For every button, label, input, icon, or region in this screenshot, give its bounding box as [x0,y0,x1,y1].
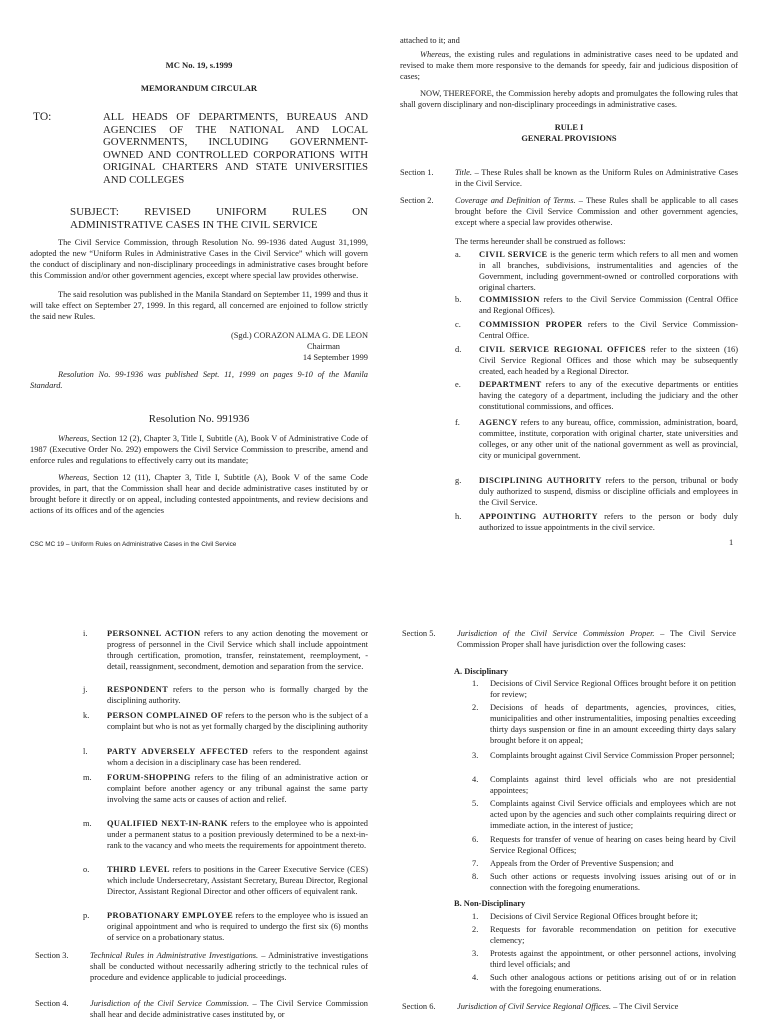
now-therefore-paragraph: NOW, THEREFORE, the Commission hereby adopts and promulgates the following rules that shall govern disciplinary and non-disciplinary proceedings in administrative cases. [400,89,738,109]
resolution-title: Resolution No. 991936 [148,413,250,426]
page-1-left [30,60,368,516]
to-label: TO: [33,111,52,123]
signatory-title: Chairman [306,342,340,352]
rule-heading: RULE I [554,123,584,132]
whereas-paragraph-3: Whereas, the existing rules and regulations in administrative cases need to be updated and revised to make them more responsive to the demands for speedy, fair and judicious disposition of cases; [400,50,738,81]
signatory-name: (Sgd.) CORAZON ALMA G. DE LEON [230,331,368,341]
page-number: 1 [729,538,734,547]
rule-title: GENERAL PROVISIONS [521,134,617,143]
terms-intro: The terms hereunder shall be construed as follows: [455,237,626,246]
publication-note: Resolution No. 99-1936 was published Sept. 11, 1999 on pages 9-10 of the Manila Standard. [30,370,368,391]
page-footer: CSC MC 19 – Uniform Rules on Administrative Cases in the Civil Service [30,541,237,548]
page-2-left: i. PERSONNEL ACTION refers to any action denoting the movement or progress of personnel in the Civil Service which shall include appointment through certification, promotion, transfer, reinstatement, reemployment, -detail, reassignment, secondment, demotion and separation from the service. j. RESPONDENT refers to the person who is formally charged by the disciplining authority. k. PERSON COMPLAINED OF refers to the person who is the subject of a complaint but who is not as yet formally charged by the disciplining authority l. PARTY ADVERSELY AFFECTED refers to the respondent against whom a decision in a disciplinary case has been rendered. m. FORUM-SHOPPING refers to the filing of an administrative action or complaint before another agency or any tribunal against the same party involving the same acts or causes of action and relief. m. QUALIFIED NEXT-IN-RANK refers to the employee who is appointed under a permanent status to a position previously determined to be a next-in-rank to the vacancy and who meets the requirements for appointment thereto. o. THIRD LEVEL refers to positions in the Career Executive Service (CES) which include Undersecretary, Assistant Secretary, Bureau Director, Regional Director, Assistant Regional Director and other officers of equivalent rank. p. PROBATIONARY EMPLOYEE refers to the employee who is issued an original appointment and who is required to undergo the first six (6) months of service on a probationary status. Section 3. Technical Rules in Administrative Investigations. – Administrative investigations shall be conducted without necessarily adhering strictly to the technical rules of procedure and evidence applicable to judicial proceedings. Section 4. Jurisdiction of the Civil Service Commission. – The Civil Service Commission shall hear and decide administrative cases instituted by, or [35,629,368,1019]
memo-title: MEMORANDUM CIRCULAR [140,83,258,93]
continued-text: attached to it; and [400,36,460,45]
whereas-paragraph-2: Whereas, Section 12 (11), Chapter 3, Title I, Subtitle (A), Book V of the same Code provides, in part, that the Commission shall hear and decide administrative cases instituted by or brought before it directly or on appeal, including contested appointments, and review decisions and actions of its offices and of the agencies [30,473,368,516]
group-b-heading: B. Non-Disciplinary [454,899,526,908]
intro-paragraph-2: The said resolution was published in the Manila Standard on September 11, 1999 and thus it will take effect on September 27, 1999. In this regard, all concerned are enjoined to follow strictly the said new Rules. [30,290,368,322]
to-text: ALL HEADS OF DEPARTMENTS, BUREAUS AND AGENCIES OF THE NATIONAL AND LOCAL GOVERNMENTS, INCLUDING GOVERNMENT-OWNED AND CONTROLLED CORPORATIONS WITH ORIGINAL CHARTERS AND STATE UNIVERSITIES AND COLLEGES [103,111,368,186]
group-a-heading: A. Disciplinary [454,667,508,676]
page-2-right: Section 5. Jurisdiction of the Civil Service Commission Proper. – The Civil Service Commission Proper shall have jurisdiction over the following cases: A. Disciplinary 1. Decisions of Civil Service Regional Offices brought before it on petition for review; 2. Decisions of heads of departments, agencies, provinces, cities, municipalities and other instrumentalities, imposing penalties exceeding thirty days suspension or fine in an amount exceeding thirty days salary brought before it on appeal; 3. Complaints brought against Civil Service Commission Proper personnel; 4. Complaints against third level officials who are not presidential appointees; 5. Complaints against Civil Service officials and employees which are not acted upon by the agencies and such other complaints requiring direct or immediate action, in the interest of justice; 6. Requests for transfer of venue of hearing on cases being heard by Civil Service Regional Offices; 7. Appeals from the Order of Preventive Suspension; and 8. Such other actions or requests involving issues arising out of or in connection with the foregoing enumerations. B. Non-Disciplinary 1. Decisions of Civil Service Regional Offices brought before it; 2. Requests for favorable recommendation on petition for executive clemency; 3. Protests against the appointment, or other personnel actions, involving third level officials; and 4. Such other analogous actions or petitions arising out of or in relation with the foregoing enumerations. Section 6. Jurisdiction of Civil Service Regional Offices. – The Civil Service [402,629,736,1011]
memo-ref: MC No. 19, s.1999 [165,60,233,70]
to-block [30,111,368,191]
signatory-date: 14 September 1999 [302,353,368,363]
whereas-paragraph-1: Whereas, Section 12 (2), Chapter 3, Title I, Subtitle (A), Book V of Administrative Code of 1987 (Executive Order No. 292) empowers the Civil Service Commission to prescribe, amend and enforce rules and regulations to effectively carry out its mandate; [30,434,368,466]
subject-line: SUBJECT: REVISED UNIFORM RULES ON ADMINISTRATIVE CASES IN THE CIVIL SERVICE [70,206,368,231]
intro-paragraph-1: The Civil Service Commission, through Resolution No. 99-1936 dated August 31,1999, adopted the new “Uniform Rules in Administrative Cases in the Civil Service” which will govern the conduct of disciplinary and non-disciplinary proceedings in administrative cases brought before this Commission and/or other government agencies, except where special law provides otherwise. [30,238,368,281]
page-1-right: attached to it; and Whereas, the existing rules and regulations in administrative cases need to be updated and revised to make them more responsive to the demands for speedy, fair and judicious disposition of cases; NOW, THEREFORE, the Commission hereby adopts and promulgates the following rules that shall govern disciplinary and non-disciplinary proceedings in administrative cases. RULE I GENERAL PROVISIONS Section 1. Title. – These Rules shall be known as the Uniform Rules on Administrative Cases in the Civil Service. Section 2. Coverage and Definition of Terms. – These Rules shall be applicable to all cases brought before the Civil Service Commission and other government agencies, except where a special law provides otherwise. The terms hereunder shall be construed as follows: a. CIVIL SERVICE is the generic term which refers to all men and women in all branches, subdivisions, instrumentalities and agencies of the Government, including government-owned or controlled corporations with original charters. b. COMMISSION refers to the Civil Service Commission (Central Office and Regional Offices). c. COMMISSION PROPER refers to the Civil Service Commission-Central Office. d. CIVIL SERVICE REGIONAL OFFICES refer to the sixteen (16) Civil Service Regional Offices and those which may be subsequently created, each headed by a Regional Director. e. DEPARTMENT refers to any of the executive departments or entities having the category of a department, including the judiciary and the other constitutional commissions, and offices. f. AGENCY refers to any bureau, office, commission, administration, board, committee, institute, corporation with original charter, state universities and colleges, or any other unit of the national government as well as provincial, city or municipal government. g. DISCIPLINING AUTHORITY refers to the person, tribunal or body duly authorized to suspend, dismiss or discipline officials and employees in the Civil Service. h. APPOINTING AUTHORITY refers to the person or body duly authorized to issue appointments in the civil service. [400,36,739,532]
